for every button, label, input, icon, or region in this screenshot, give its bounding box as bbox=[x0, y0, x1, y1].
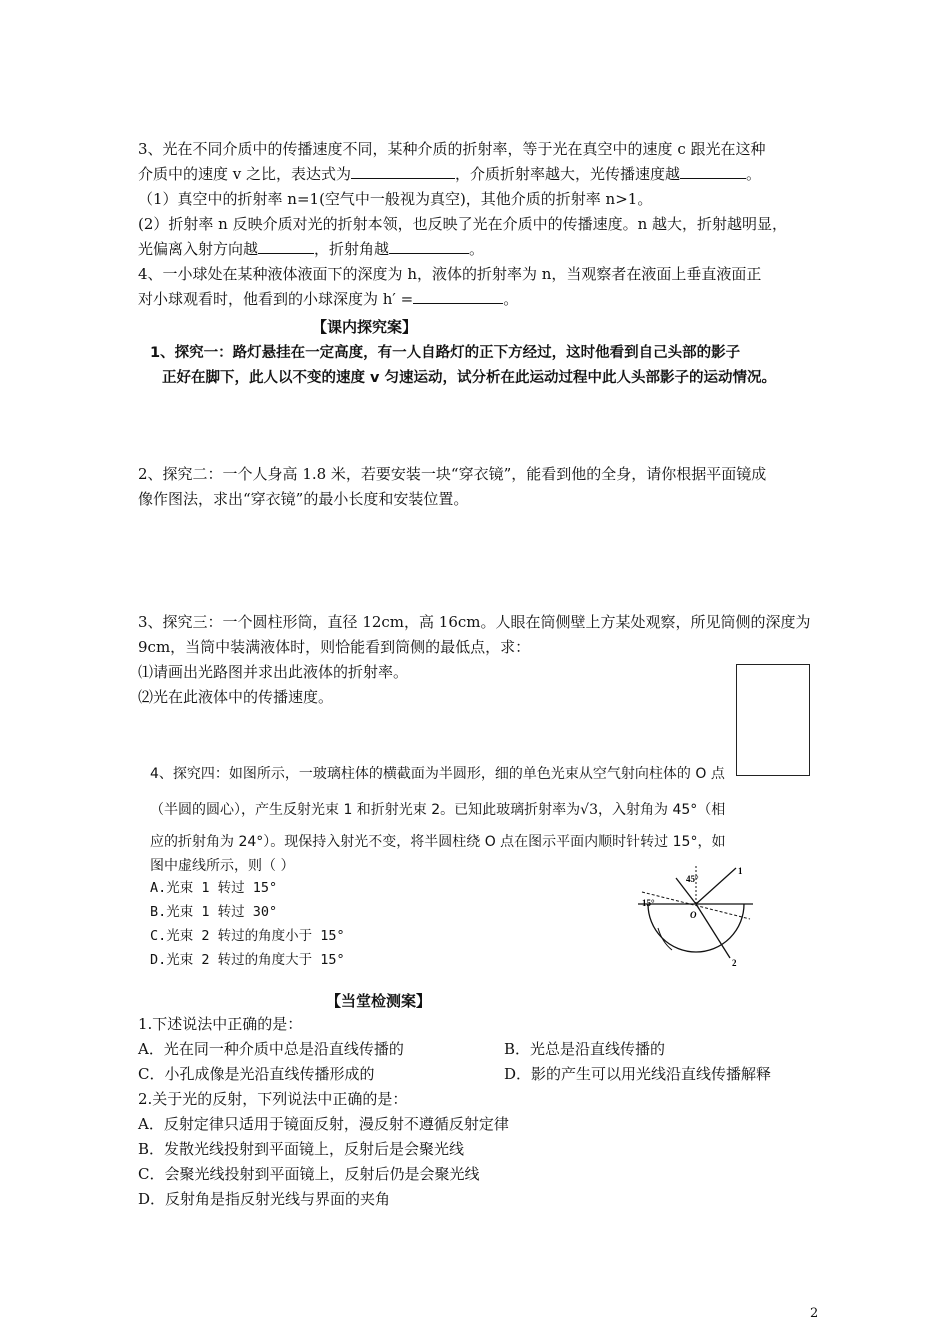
q3-sub2-text-b: ，折射角越 bbox=[314, 240, 390, 258]
label-45: 45° bbox=[686, 874, 699, 884]
page-number: 2 bbox=[810, 1306, 819, 1321]
q4-line2-text-a: 对小球观看时，他看到的小球深度为 h′ = bbox=[138, 290, 414, 308]
label-15: 15° bbox=[642, 898, 655, 908]
q3-line2-text-b: ，介质折射率越大，光传播速度越 bbox=[455, 165, 681, 183]
check1-option-d[interactable]: D．影的产生可以用光线沿直线传播解释 bbox=[504, 1065, 772, 1083]
label-beam2: 2 bbox=[732, 958, 737, 968]
blank-expression[interactable] bbox=[351, 164, 455, 179]
label-beam1: 1 bbox=[738, 866, 743, 876]
q4-line2 bbox=[138, 289, 518, 309]
check2-option-a[interactable]: A．反射定律只适用于镜面反射，漫反射不遵循反射定律 bbox=[138, 1115, 509, 1133]
check1-stem: 1.下述说法中正确的是： bbox=[138, 1015, 303, 1033]
explore4-option-b[interactable]: B.光束 1 转过 30° bbox=[150, 904, 278, 920]
explore2-line2: 像作图法，求出“穿衣镜”的最小长度和安装位置。 bbox=[138, 490, 469, 508]
explore3-item2: ⑵光在此液体中的传播速度。 bbox=[138, 688, 334, 706]
blank-deviation[interactable] bbox=[258, 239, 314, 254]
q3-sub2-line1: (2）折射率 n 反映介质对光的折射本领，也反映了光在介质中的传播速度。n 越大，折射越明显， bbox=[138, 215, 788, 233]
explore4-option-a[interactable]: A.光束 1 转过 15° bbox=[150, 880, 278, 896]
cylinder-figure bbox=[736, 664, 810, 776]
section-inclass-heading: 【课内探究案】 bbox=[312, 318, 418, 336]
explore4-line1: 4、探究四：如图所示，一玻璃柱体的横截面为半圆形，细的单色光束从空气射向柱体的 O 点 bbox=[150, 766, 725, 782]
label-o: O bbox=[690, 910, 697, 920]
section-check-heading: 【当堂检测案】 bbox=[326, 992, 432, 1010]
q3-sub2-line2 bbox=[138, 239, 484, 259]
explore4-line2 bbox=[150, 800, 725, 820]
incident-ray bbox=[696, 868, 736, 904]
check2-option-c[interactable]: C．会聚光线投射到平面镜上，反射后仍是会聚光线 bbox=[138, 1165, 480, 1183]
explore3-item1: ⑴请画出光路图并求出此液体的折射率。 bbox=[138, 663, 409, 681]
refracted-ray bbox=[696, 904, 730, 958]
q3-sub2-text-a: 光偏离入射方向越 bbox=[138, 240, 259, 258]
q3-line1: 3、光在不同介质中的传播速度不同，某种介质的折射率，等于光在真空中的速度 c 跟光在这种 bbox=[138, 140, 766, 158]
q4-line2-text-b: 。 bbox=[503, 290, 519, 308]
explore3-line2: 9cm，当筒中装满液体时，则恰能看到筒侧的最低点，求： bbox=[138, 638, 531, 656]
check2-option-b[interactable]: B．发散光线投射到平面镜上，反射后是会聚光线 bbox=[138, 1140, 465, 1158]
check2-option-d[interactable]: D．反射角是指反射光线与界面的夹角 bbox=[138, 1190, 391, 1208]
explore4-option-d[interactable]: D.光束 2 转过的角度大于 15° bbox=[150, 952, 345, 968]
explore4-line2-text-a: （半圆的圆心），产生反射光束 1 和折射光束 2。已知此玻璃折射率为 bbox=[150, 802, 581, 818]
explore3-line1: 3、探究三：一个圆柱形筒，直径 12cm，高 16cm。人眼在筒侧壁上方某处观察，所见筒侧的深度为 bbox=[138, 613, 811, 631]
q3-line2-text-c: 。 bbox=[746, 165, 762, 183]
blank-refraction-angle[interactable] bbox=[389, 239, 469, 254]
blank-speed[interactable] bbox=[680, 164, 746, 179]
q4-line1: 4、一小球处在某种液体液面下的深度为 h，液体的折射率为 n，当观察者在液面上垂直液面正 bbox=[138, 265, 762, 283]
q3-sub1: （1）真空中的折射率 n=1(空气中一般视为真空)，其他介质的折射率 n>1。 bbox=[138, 190, 653, 208]
rotation-arrow bbox=[658, 928, 672, 950]
explore4-line4: 图中虚线所示，则（ ） bbox=[150, 858, 295, 874]
explore4-line3: 应的折射角为 24°）。现保持入射光不变，将半圆柱绕 O 点在图示平面内顺时针转过 15°，如 bbox=[150, 834, 726, 850]
check1-option-c[interactable]: C．小孔成像是光沿直线传播形成的 bbox=[138, 1065, 375, 1083]
check1-option-b[interactable]: B．光总是沿直线传播的 bbox=[504, 1040, 666, 1058]
explore1-line2: 正好在脚下，此人以不变的速度 v 匀速运动，试分析在此运动过程中此人头部影子的运动情况。 bbox=[162, 370, 777, 386]
q3-line2-text-a: 介质中的速度 v 之比，表达式为 bbox=[138, 165, 352, 183]
check1-option-a[interactable]: A．光在同一种介质中总是沿直线传播的 bbox=[138, 1040, 404, 1058]
sqrt3-symbol: √3 bbox=[580, 802, 598, 818]
explore2-line1: 2、探究二：一个人身高 1.8 米，若要安装一块“穿衣镜”，能看到他的全身，请你根据平面镜成 bbox=[138, 465, 767, 483]
explore4-line2-text-b: ，入射角为 45°（相 bbox=[598, 802, 726, 818]
explore4-option-c[interactable]: C.光束 2 转过的角度小于 15° bbox=[150, 928, 345, 944]
check2-stem: 2.关于光的反射，下列说法中正确的是： bbox=[138, 1090, 408, 1108]
q3-sub2-text-c: 。 bbox=[469, 240, 485, 258]
blank-apparent-depth[interactable] bbox=[413, 289, 503, 304]
explore1-line1: 1、探究一：路灯悬挂在一定高度，有一人自路灯的正下方经过，这时他看到自己头部的影子 bbox=[150, 345, 741, 361]
q3-line2 bbox=[138, 164, 761, 184]
semicircle-refraction-diagram bbox=[638, 862, 758, 972]
